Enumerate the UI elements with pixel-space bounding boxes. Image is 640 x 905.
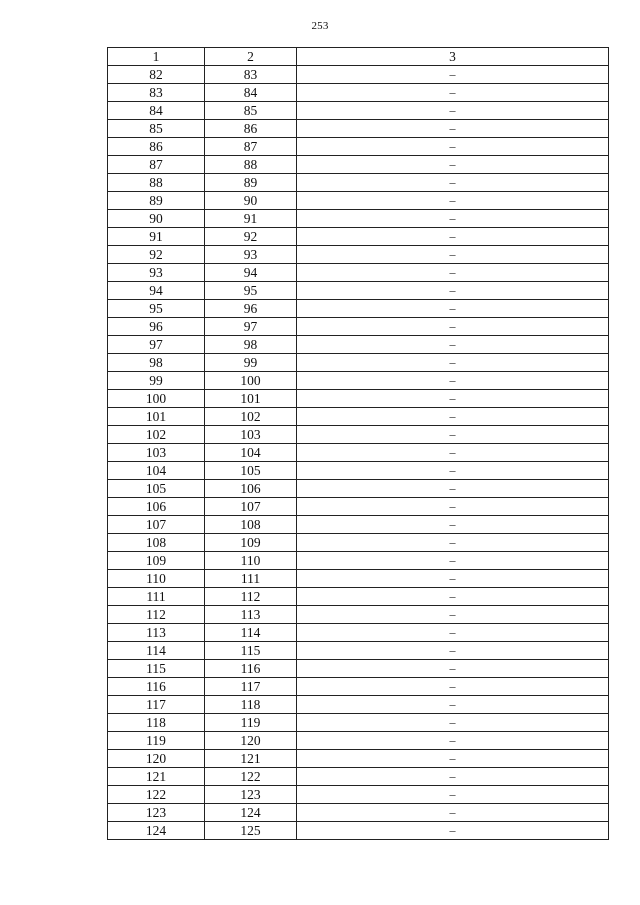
table-row	[108, 588, 609, 606]
table-cell-col-1: 103	[108, 444, 205, 462]
table-cell-col-1: 86	[108, 138, 205, 156]
table-row	[108, 174, 609, 192]
table-cell-col-3: –	[297, 750, 609, 768]
table-cell-col-3: –	[297, 156, 609, 174]
table-cell-col-1: 101	[108, 408, 205, 426]
table-cell-col-2: 116	[205, 660, 297, 678]
table-cell-col-2: 107	[205, 498, 297, 516]
table-cell-col-2: 92	[205, 228, 297, 246]
table-cell-col-3: –	[297, 714, 609, 732]
table-row	[108, 462, 609, 480]
table-cell-col-3: –	[297, 210, 609, 228]
table-row	[108, 192, 609, 210]
table-row	[108, 318, 609, 336]
table-cell-col-1: 107	[108, 516, 205, 534]
table-cell-col-2: 112	[205, 588, 297, 606]
table-cell-col-1: 108	[108, 534, 205, 552]
table-cell-col-1: 117	[108, 696, 205, 714]
table-row	[108, 678, 609, 696]
table-row	[108, 408, 609, 426]
table-cell-col-2: 100	[205, 372, 297, 390]
table-cell-col-1: 83	[108, 84, 205, 102]
table-row	[108, 120, 609, 138]
table-cell-col-1: 121	[108, 768, 205, 786]
table-cell-col-3: –	[297, 174, 609, 192]
table-cell-col-2: 94	[205, 264, 297, 282]
table-cell-col-1: 118	[108, 714, 205, 732]
table-header	[108, 48, 609, 66]
table-cell-col-1: 111	[108, 588, 205, 606]
table-row	[108, 786, 609, 804]
table-cell-col-2: 113	[205, 606, 297, 624]
table-row	[108, 534, 609, 552]
table-cell-col-3: –	[297, 390, 609, 408]
table-cell-col-2: 125	[205, 822, 297, 840]
table-cell-col-1: 112	[108, 606, 205, 624]
table-cell-col-2: 84	[205, 84, 297, 102]
table-cell-col-2: 98	[205, 336, 297, 354]
table-cell-col-1: 96	[108, 318, 205, 336]
table-row	[108, 822, 609, 840]
table-cell-col-3: –	[297, 534, 609, 552]
column-header-1: 1	[108, 48, 205, 66]
table-cell-col-2: 93	[205, 246, 297, 264]
table-cell-col-3: –	[297, 318, 609, 336]
table-cell-col-2: 115	[205, 642, 297, 660]
table-cell-col-3: –	[297, 102, 609, 120]
table-cell-col-3: –	[297, 408, 609, 426]
table-cell-col-3: –	[297, 804, 609, 822]
table-cell-col-1: 114	[108, 642, 205, 660]
table-cell-col-1: 100	[108, 390, 205, 408]
table-row	[108, 264, 609, 282]
table-row	[108, 282, 609, 300]
table-cell-col-1: 92	[108, 246, 205, 264]
table-cell-col-2: 90	[205, 192, 297, 210]
table-cell-col-2: 104	[205, 444, 297, 462]
table-cell-col-3: –	[297, 228, 609, 246]
table-cell-col-1: 106	[108, 498, 205, 516]
table-cell-col-1: 84	[108, 102, 205, 120]
header-row	[108, 48, 609, 66]
table-cell-col-1: 120	[108, 750, 205, 768]
table-row	[108, 156, 609, 174]
table-cell-col-1: 90	[108, 210, 205, 228]
table-cell-col-3: –	[297, 444, 609, 462]
table-row	[108, 768, 609, 786]
table-cell-col-1: 105	[108, 480, 205, 498]
table-cell-col-2: 108	[205, 516, 297, 534]
table-cell-col-3: –	[297, 138, 609, 156]
table-row	[108, 390, 609, 408]
table-cell-col-2: 103	[205, 426, 297, 444]
table-cell-col-2: 124	[205, 804, 297, 822]
data-table	[107, 47, 609, 840]
table-cell-col-2: 121	[205, 750, 297, 768]
table-cell-col-3: –	[297, 516, 609, 534]
table-cell-col-1: 119	[108, 732, 205, 750]
table-row	[108, 696, 609, 714]
table-cell-col-1: 89	[108, 192, 205, 210]
table-cell-col-2: 106	[205, 480, 297, 498]
table-row	[108, 498, 609, 516]
table-cell-col-1: 124	[108, 822, 205, 840]
table-cell-col-3: –	[297, 354, 609, 372]
table-cell-col-2: 99	[205, 354, 297, 372]
table-cell-col-3: –	[297, 66, 609, 84]
table-cell-col-1: 99	[108, 372, 205, 390]
table-cell-col-2: 123	[205, 786, 297, 804]
table-cell-col-2: 110	[205, 552, 297, 570]
table-cell-col-3: –	[297, 642, 609, 660]
column-header-3: 3	[297, 48, 609, 66]
table-cell-col-3: –	[297, 480, 609, 498]
table-cell-col-2: 87	[205, 138, 297, 156]
table-cell-col-1: 82	[108, 66, 205, 84]
table-cell-col-3: –	[297, 120, 609, 138]
table-row	[108, 624, 609, 642]
table-row	[108, 660, 609, 678]
table-cell-col-2: 96	[205, 300, 297, 318]
table-cell-col-1: 110	[108, 570, 205, 588]
table-cell-col-3: –	[297, 462, 609, 480]
table-row	[108, 300, 609, 318]
table-cell-col-2: 111	[205, 570, 297, 588]
page-number: 253	[311, 20, 329, 32]
table-cell-col-2: 122	[205, 768, 297, 786]
table-cell-col-2: 91	[205, 210, 297, 228]
table-cell-col-1: 98	[108, 354, 205, 372]
table-row	[108, 138, 609, 156]
table-cell-col-2: 102	[205, 408, 297, 426]
table-cell-col-1: 116	[108, 678, 205, 696]
table-cell-col-3: –	[297, 624, 609, 642]
table-row	[108, 102, 609, 120]
table-row	[108, 228, 609, 246]
table-row	[108, 210, 609, 228]
table-cell-col-1: 87	[108, 156, 205, 174]
table-cell-col-3: –	[297, 336, 609, 354]
table-row	[108, 444, 609, 462]
table-row	[108, 642, 609, 660]
table-cell-col-2: 85	[205, 102, 297, 120]
table-cell-col-3: –	[297, 570, 609, 588]
table-cell-col-1: 104	[108, 462, 205, 480]
table-cell-col-2: 117	[205, 678, 297, 696]
table-body	[108, 66, 609, 840]
table-cell-col-1: 109	[108, 552, 205, 570]
table-row	[108, 372, 609, 390]
table-cell-col-3: –	[297, 660, 609, 678]
column-header-2: 2	[205, 48, 297, 66]
table-cell-col-2: 101	[205, 390, 297, 408]
table-row	[108, 552, 609, 570]
table-row	[108, 804, 609, 822]
table-cell-col-3: –	[297, 246, 609, 264]
table-cell-col-2: 95	[205, 282, 297, 300]
table-row	[108, 570, 609, 588]
table-cell-col-1: 95	[108, 300, 205, 318]
table-cell-col-3: –	[297, 606, 609, 624]
table-cell-col-1: 115	[108, 660, 205, 678]
table-cell-col-3: –	[297, 768, 609, 786]
table-cell-col-1: 113	[108, 624, 205, 642]
table-cell-col-2: 109	[205, 534, 297, 552]
table-cell-col-2: 120	[205, 732, 297, 750]
table-cell-col-2: 114	[205, 624, 297, 642]
table-cell-col-2: 119	[205, 714, 297, 732]
table-cell-col-3: –	[297, 192, 609, 210]
table-row	[108, 606, 609, 624]
table-cell-col-3: –	[297, 588, 609, 606]
table-cell-col-2: 105	[205, 462, 297, 480]
table-cell-col-3: –	[297, 786, 609, 804]
table-cell-col-3: –	[297, 498, 609, 516]
table-row	[108, 84, 609, 102]
table-cell-col-3: –	[297, 372, 609, 390]
table-row	[108, 354, 609, 372]
table-cell-col-2: 86	[205, 120, 297, 138]
table-cell-col-3: –	[297, 264, 609, 282]
table-cell-col-3: –	[297, 300, 609, 318]
table-cell-col-1: 123	[108, 804, 205, 822]
table-cell-col-3: –	[297, 282, 609, 300]
table-row	[108, 516, 609, 534]
table-row	[108, 732, 609, 750]
table-cell-col-1: 88	[108, 174, 205, 192]
table-row	[108, 246, 609, 264]
table-cell-col-2: 118	[205, 696, 297, 714]
table-row	[108, 66, 609, 84]
table-cell-col-3: –	[297, 822, 609, 840]
table-cell-col-3: –	[297, 426, 609, 444]
table-cell-col-3: –	[297, 84, 609, 102]
table-cell-col-1: 102	[108, 426, 205, 444]
table-cell-col-1: 85	[108, 120, 205, 138]
table-row	[108, 714, 609, 732]
table-cell-col-3: –	[297, 696, 609, 714]
table-cell-col-2: 88	[205, 156, 297, 174]
table-cell-col-1: 94	[108, 282, 205, 300]
table-cell-col-2: 89	[205, 174, 297, 192]
table-cell-col-3: –	[297, 678, 609, 696]
table-row	[108, 480, 609, 498]
table-row	[108, 750, 609, 768]
table-cell-col-1: 122	[108, 786, 205, 804]
table-cell-col-1: 91	[108, 228, 205, 246]
table-cell-col-1: 97	[108, 336, 205, 354]
table-cell-col-3: –	[297, 552, 609, 570]
table-row	[108, 336, 609, 354]
table-cell-col-2: 83	[205, 66, 297, 84]
table-cell-col-1: 93	[108, 264, 205, 282]
table-cell-col-3: –	[297, 732, 609, 750]
table-row	[108, 426, 609, 444]
table-cell-col-2: 97	[205, 318, 297, 336]
